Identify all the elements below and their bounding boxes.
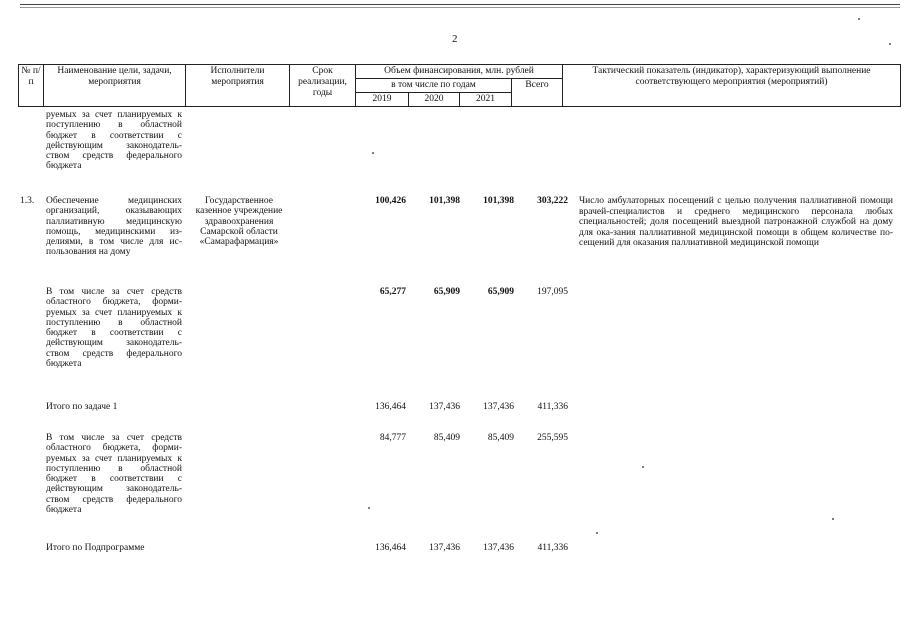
- value-2021: 65,909: [487, 287, 514, 297]
- header-by-years: в том числе по годам: [356, 79, 512, 93]
- header-executors: Исполнители мероприятия: [186, 65, 290, 107]
- header-year-2020: 2020: [409, 93, 460, 107]
- scan-speck: [642, 466, 644, 468]
- value-2021: 137,436: [483, 543, 514, 553]
- value-total: 303,222: [537, 196, 568, 206]
- value-2020: 137,436: [429, 543, 460, 553]
- value-2019: 100,426: [375, 196, 406, 206]
- value-2020: 85,409: [433, 433, 460, 443]
- header-year-2021: 2021: [460, 93, 512, 107]
- value-2019: 84,777: [379, 433, 406, 443]
- header-financing: Объем финансирования, млн. рублей: [356, 65, 563, 79]
- header-indicator: Тактический показатель (индикатор), характеризующий выполнение соответствующего мероприятия (мероприятий): [563, 65, 901, 107]
- top-border-line: [20, 4, 900, 5]
- including-text: В том числе за счет средств областного бюджета, форми-руемых за счет планируемых к поступлению в областной бюджет в соответствии с действующим законодатель-ством средств федерального бюджета: [46, 287, 182, 370]
- header-total: Всего: [512, 79, 563, 107]
- header-no: № п/п: [19, 65, 44, 107]
- page-number: 2: [452, 33, 458, 45]
- top-border-line-2: [20, 7, 900, 8]
- row-number: 1.3.: [20, 196, 35, 206]
- value-2019: 136,464: [375, 402, 406, 412]
- header-name: Наименование цели, задачи, мероприятия: [44, 65, 186, 107]
- measure-name: Обеспечение медицинских организаций, оказывающих паллиативную медицинскую помощь, медицинскими из-делиями, в том числе для ис-пользования на дому: [46, 196, 182, 258]
- continuation-text: руемых за счет планируемых к поступлению в областной бюджет в соответствии с действующим законодатель-ством средств федерального бюджета: [46, 110, 182, 172]
- scan-speck: [368, 507, 370, 509]
- scan-speck: [372, 152, 374, 154]
- scan-speck: [596, 532, 598, 534]
- value-2021: 101,398: [483, 196, 514, 206]
- value-2020: 137,436: [429, 402, 460, 412]
- scan-speck: [889, 43, 891, 45]
- scan-speck: [858, 18, 860, 20]
- task-total-label: Итого по задаче 1: [46, 402, 118, 412]
- value-2019: 65,277: [379, 287, 406, 297]
- subprogram-total-label: Итого по Подпрограмме: [46, 543, 145, 553]
- value-total: 255,595: [537, 433, 568, 443]
- value-total: 411,336: [537, 402, 568, 412]
- header-term: Срок реализации, годы: [290, 65, 356, 107]
- value-2021: 85,409: [487, 433, 514, 443]
- value-total: 197,095: [537, 287, 568, 297]
- indicator-text: Число амбулаторных посещений с целью получения паллиативной помощи врачей-специалистов и среднего медицинского персонала любых специальностей; доля посещений выездной патронажной службой на дому для ока-зания паллиативной медицинской помощи в общем количестве по-сещений для оказания паллиативной медицинской помощи: [579, 196, 893, 248]
- value-2020: 101,398: [429, 196, 460, 206]
- scan-speck: [832, 518, 834, 520]
- value-2021: 137,436: [483, 402, 514, 412]
- header-year-2019: 2019: [356, 93, 409, 107]
- including-text: В том числе за счет средств областного бюджета, форми-руемых за счет планируемых к поступлению в областной бюджет в соответствии с действующим законодатель-ством средств федерального бюджета: [46, 433, 182, 516]
- table-header: [18, 64, 901, 107]
- value-2019: 136,464: [375, 543, 406, 553]
- value-total: 411,336: [537, 543, 568, 553]
- value-2020: 65,909: [433, 287, 460, 297]
- executor-name: Государственное казенное учреждение здравоохранения Самарской области «Самарафармация»: [195, 196, 283, 248]
